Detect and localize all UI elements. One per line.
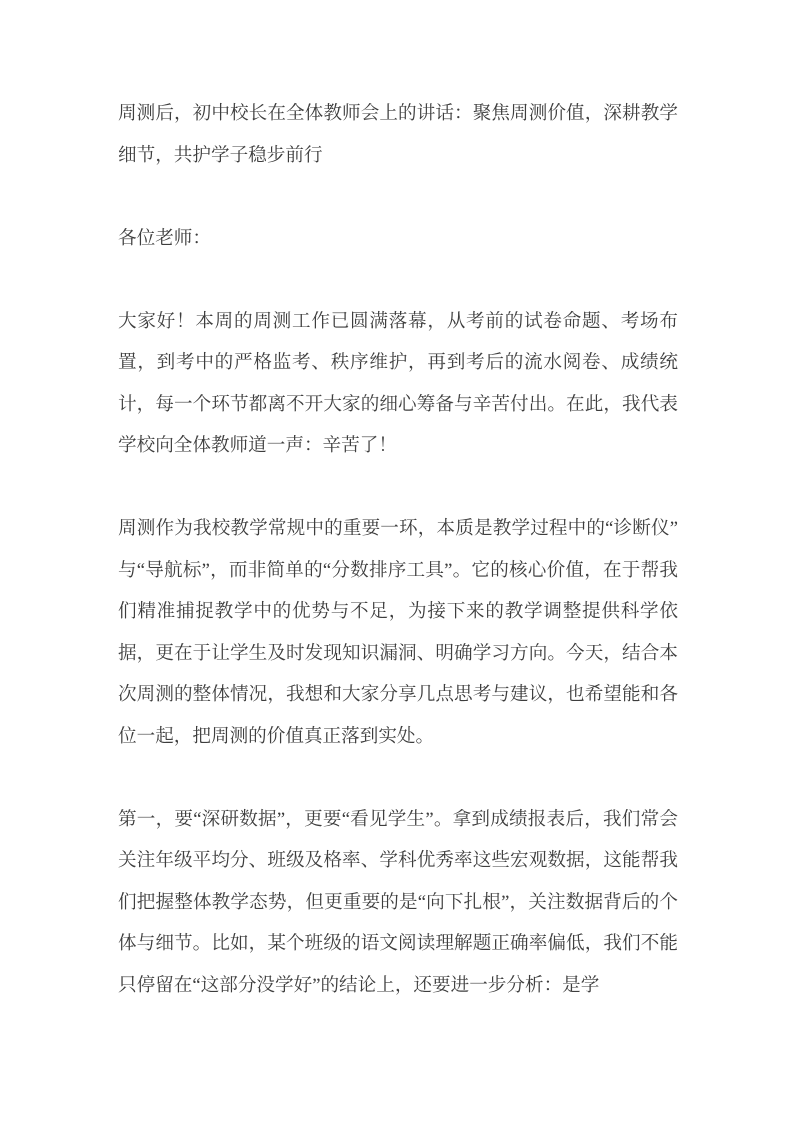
salutation: 各位老师： [118,227,211,249]
document-content [118,93,678,1006]
paragraph-weekly-test-value: 周测作为我校教学常规中的重要一环，本质是教学过程中的“诊断仪”与“导航标”，而非简单的“分数排序工具”。它的核心价值，在于帮我们精准捕捉教学中的优势与不足，为接下来的教学调整提供科学依据，更在于让学生及时发现知识漏洞、明确学习方向。今天，结合本次周测的整体情况，我想和大家分享几点思考与建议，也希望能和各位一起，把周测的价值真正落到实处。 [118,518,678,747]
paragraph-first-point: 第一，要“深研数据”，更要“看见学生”。拿到成绩报表后，我们常会关注年级平均分、班级及格率、学科优秀率这些宏观数据，这能帮我们把握整体教学态势，但更重要的是“向下扎根”，关注数据背后的个体与细节。比如，某个班级的语文阅读理解题正确率偏低，我们不能只停留在“这部分没学好”的结论上，还要进一步分析：是学 [118,808,678,996]
paragraph-greeting: 大家好！本周的周测工作已圆满落幕，从考前的试卷命题、考场布置，到考中的严格监考、秩序维护，再到考后的流水阅卷、成绩统计，每一个环节都离不开大家的细心筹备与辛苦付出。在此，我代表学校向全体教师道一声：辛苦了！ [118,310,678,456]
document-title: 周测后，初中校长在全体教师会上的讲话：聚焦周测价值，深耕教学细节，共护学子稳步前行 [118,103,678,166]
